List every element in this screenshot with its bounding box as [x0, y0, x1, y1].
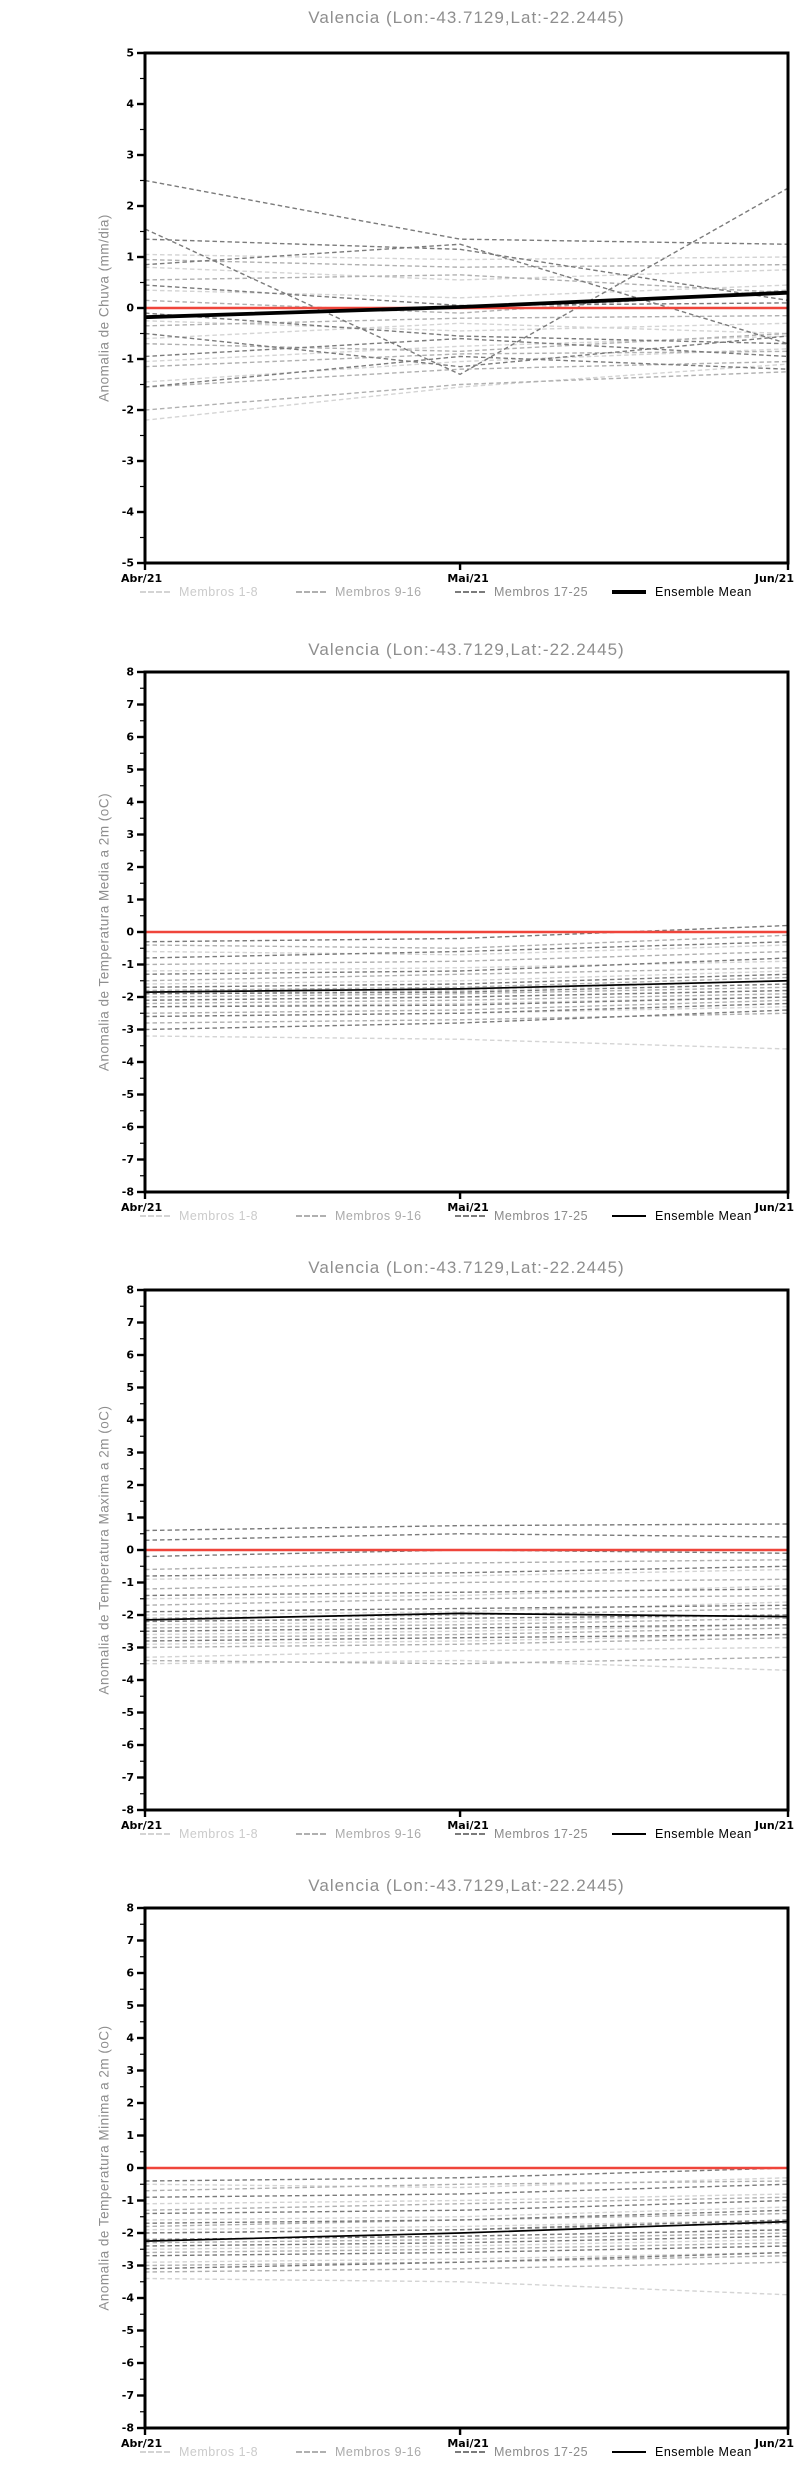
svg-text:-3: -3 [121, 1023, 134, 1036]
plot-area-temp-minima [0, 1854, 800, 2472]
legend-item-membros-1-8: Membros 1-8 [140, 1826, 258, 1842]
svg-text:-1: -1 [121, 958, 134, 971]
legend-item-ensemble-mean: Ensemble Mean [612, 1826, 752, 1842]
svg-text:8: 8 [126, 1283, 134, 1297]
legend-item-ensemble-mean: Ensemble Mean [612, 584, 752, 600]
chart-title: Valencia (Lon:-43.7129,Lat:-22.2445) [308, 1876, 625, 1895]
legend-item-membros-9-16: Membros 9-16 [296, 1208, 422, 1224]
svg-text:-4: -4 [121, 505, 134, 519]
svg-text:7: 7 [126, 1316, 134, 1329]
chart-title: Valencia (Lon:-43.7129,Lat:-22.2445) [308, 640, 625, 659]
svg-text:2: 2 [126, 1478, 134, 1492]
svg-text:-5: -5 [121, 1706, 134, 1719]
svg-text:6: 6 [126, 1348, 134, 1362]
svg-text:-8: -8 [121, 2421, 134, 2435]
dashed-line-sample [455, 1215, 485, 1217]
dashed-line-sample [455, 1833, 485, 1835]
legend-item-membros-17-25: Membros 17-25 [455, 584, 588, 600]
legend-item-ensemble-mean: Ensemble Mean [612, 2444, 752, 2460]
svg-text:2: 2 [126, 2096, 134, 2110]
svg-text:0: 0 [126, 301, 134, 315]
chart-title: Valencia (Lon:-43.7129,Lat:-22.2445) [308, 1258, 625, 1277]
svg-text:0: 0 [126, 925, 134, 939]
legend [0, 1208, 800, 1228]
solid-line-sample [612, 2451, 646, 2453]
svg-text:-6: -6 [121, 1120, 134, 1134]
svg-text:Jun/21: Jun/21 [754, 1819, 794, 1832]
svg-text:Jun/21: Jun/21 [754, 1201, 794, 1214]
svg-text:-1: -1 [121, 352, 134, 366]
svg-text:-7: -7 [121, 1153, 134, 1166]
dashed-line-sample [296, 1215, 326, 1217]
svg-text:Mai/21: Mai/21 [447, 2437, 489, 2450]
plot-area-temp-maxima [0, 1236, 800, 1854]
svg-text:Mai/21: Mai/21 [447, 572, 489, 585]
svg-text:Abr/21: Abr/21 [121, 1819, 163, 1832]
chart-panel-temp-media: Valencia (Lon:-43.7129,Lat:-22.2445) Anomalia de Temperatura Media a 2m (oC) -8 -7 -6 -5 -4 -3 -2 -1 0 1 2 3 4 5 6 7 8 Abr/21 Mai/21 Jun/21 Membros 1-8 Membros 9-16 Membros 17-25 Ensemble Mean [0, 618, 800, 1236]
svg-text:1: 1 [126, 1511, 134, 1524]
svg-text:Abr/21: Abr/21 [121, 572, 163, 585]
svg-text:7: 7 [126, 698, 134, 711]
dashed-line-sample [296, 1833, 326, 1835]
svg-text:6: 6 [126, 730, 134, 744]
solid-line-sample [612, 590, 646, 594]
svg-text:-1: -1 [121, 1576, 134, 1589]
dashed-line-sample [455, 591, 485, 593]
svg-text:-2: -2 [121, 2226, 134, 2240]
svg-text:Abr/21: Abr/21 [121, 1201, 163, 1214]
svg-text:-2: -2 [121, 1608, 134, 1622]
solid-line-sample [612, 1215, 646, 1217]
svg-text:-1: -1 [121, 2194, 134, 2207]
dashed-line-sample [140, 2451, 170, 2453]
svg-text:4: 4 [126, 97, 134, 111]
legend-item-membros-1-8: Membros 1-8 [140, 584, 258, 600]
svg-text:4: 4 [126, 795, 134, 809]
svg-text:-4: -4 [121, 1055, 134, 1069]
svg-text:Mai/21: Mai/21 [447, 1201, 489, 1214]
svg-text:3: 3 [126, 148, 134, 162]
svg-text:Abr/21: Abr/21 [121, 2437, 163, 2450]
svg-text:4: 4 [126, 2031, 134, 2045]
svg-text:-5: -5 [121, 1088, 134, 1101]
svg-text:-6: -6 [121, 1738, 134, 1752]
svg-text:-2: -2 [121, 990, 134, 1004]
legend-item-membros-1-8: Membros 1-8 [140, 2444, 258, 2460]
solid-line-sample [612, 1833, 646, 1835]
svg-text:2: 2 [126, 199, 134, 213]
svg-text:-8: -8 [121, 1185, 134, 1199]
svg-text:5: 5 [126, 46, 134, 60]
svg-text:-5: -5 [121, 556, 134, 570]
chart-panel-temp-minima: Valencia (Lon:-43.7129,Lat:-22.2445) Anomalia de Temperatura Minima a 2m (oC) -8 -7 -6 -5 -4 -3 -2 -1 0 1 2 3 4 5 6 7 8 Abr/21 Mai/21 Jun/21 Membros 1-8 Membros 9-16 Membros 17-25 Ensemble Mean [0, 1854, 800, 2472]
svg-text:3: 3 [126, 1446, 134, 1459]
legend-item-ensemble-mean: Ensemble Mean [612, 1208, 752, 1224]
svg-text:5: 5 [126, 763, 134, 776]
svg-text:-4: -4 [121, 2291, 134, 2305]
svg-text:5: 5 [126, 1999, 134, 2012]
svg-text:0: 0 [126, 1543, 134, 1557]
legend [0, 2444, 800, 2464]
chart-panel-temp-maxima: Valencia (Lon:-43.7129,Lat:-22.2445) Anomalia de Temperatura Maxima a 2m (oC) -8 -7 -6 -5 -4 -3 -2 -1 0 1 2 3 4 5 6 7 8 Abr/21 Mai/21 Jun/21 Membros 1-8 Membros 9-16 Membros 17-25 Ensemble Mean [0, 1236, 800, 1854]
legend-item-membros-9-16: Membros 9-16 [296, 1826, 422, 1842]
legend-item-membros-17-25: Membros 17-25 [455, 1826, 588, 1842]
svg-text:-2: -2 [121, 403, 134, 417]
svg-text:8: 8 [126, 1901, 134, 1915]
svg-text:Mai/21: Mai/21 [447, 1819, 489, 1832]
svg-text:4: 4 [126, 1413, 134, 1427]
plot-area-temp-media [0, 618, 800, 1236]
svg-text:1: 1 [126, 893, 134, 906]
legend-item-membros-17-25: Membros 17-25 [455, 2444, 588, 2460]
dashed-line-sample [296, 591, 326, 593]
svg-text:3: 3 [126, 2064, 134, 2077]
svg-text:-7: -7 [121, 2389, 134, 2402]
dashed-line-sample [455, 2451, 485, 2453]
svg-text:-6: -6 [121, 2356, 134, 2370]
svg-text:-3: -3 [121, 454, 134, 468]
svg-text:-5: -5 [121, 2324, 134, 2337]
svg-text:6: 6 [126, 1966, 134, 1980]
svg-text:-3: -3 [121, 2259, 134, 2272]
chart-title: Valencia (Lon:-43.7129,Lat:-22.2445) [308, 8, 625, 27]
svg-text:8: 8 [126, 665, 134, 679]
svg-text:Jun/21: Jun/21 [754, 572, 794, 585]
svg-text:3: 3 [126, 828, 134, 841]
plot-area-chuva [0, 0, 800, 618]
svg-text:5: 5 [126, 1381, 134, 1394]
dashed-line-sample [140, 1215, 170, 1217]
svg-text:0: 0 [126, 2161, 134, 2175]
legend-item-membros-9-16: Membros 9-16 [296, 584, 422, 600]
svg-text:1: 1 [126, 250, 134, 264]
dashed-line-sample [140, 1833, 170, 1835]
svg-text:2: 2 [126, 860, 134, 874]
svg-text:-4: -4 [121, 1673, 134, 1687]
svg-text:-8: -8 [121, 1803, 134, 1817]
dashed-line-sample [296, 2451, 326, 2453]
legend [0, 584, 800, 604]
legend [0, 1826, 800, 1846]
svg-text:7: 7 [126, 1934, 134, 1947]
legend-item-membros-1-8: Membros 1-8 [140, 1208, 258, 1224]
legend-item-membros-9-16: Membros 9-16 [296, 2444, 422, 2460]
legend-item-membros-17-25: Membros 17-25 [455, 1208, 588, 1224]
svg-text:-3: -3 [121, 1641, 134, 1654]
svg-text:Jun/21: Jun/21 [754, 2437, 794, 2450]
chart-panel-chuva: Valencia (Lon:-43.7129,Lat:-22.2445) Anomalia de Chuva (mm/dia) -5 -4 -3 -2 -1 0 1 2 3 4 5 Abr/21 Mai/21 Jun/21 Membros 1-8 Membros 9-16 Membros 17-25 Ensemble Mean [0, 0, 800, 618]
dashed-line-sample [140, 591, 170, 593]
svg-text:-7: -7 [121, 1771, 134, 1784]
svg-text:1: 1 [126, 2129, 134, 2142]
